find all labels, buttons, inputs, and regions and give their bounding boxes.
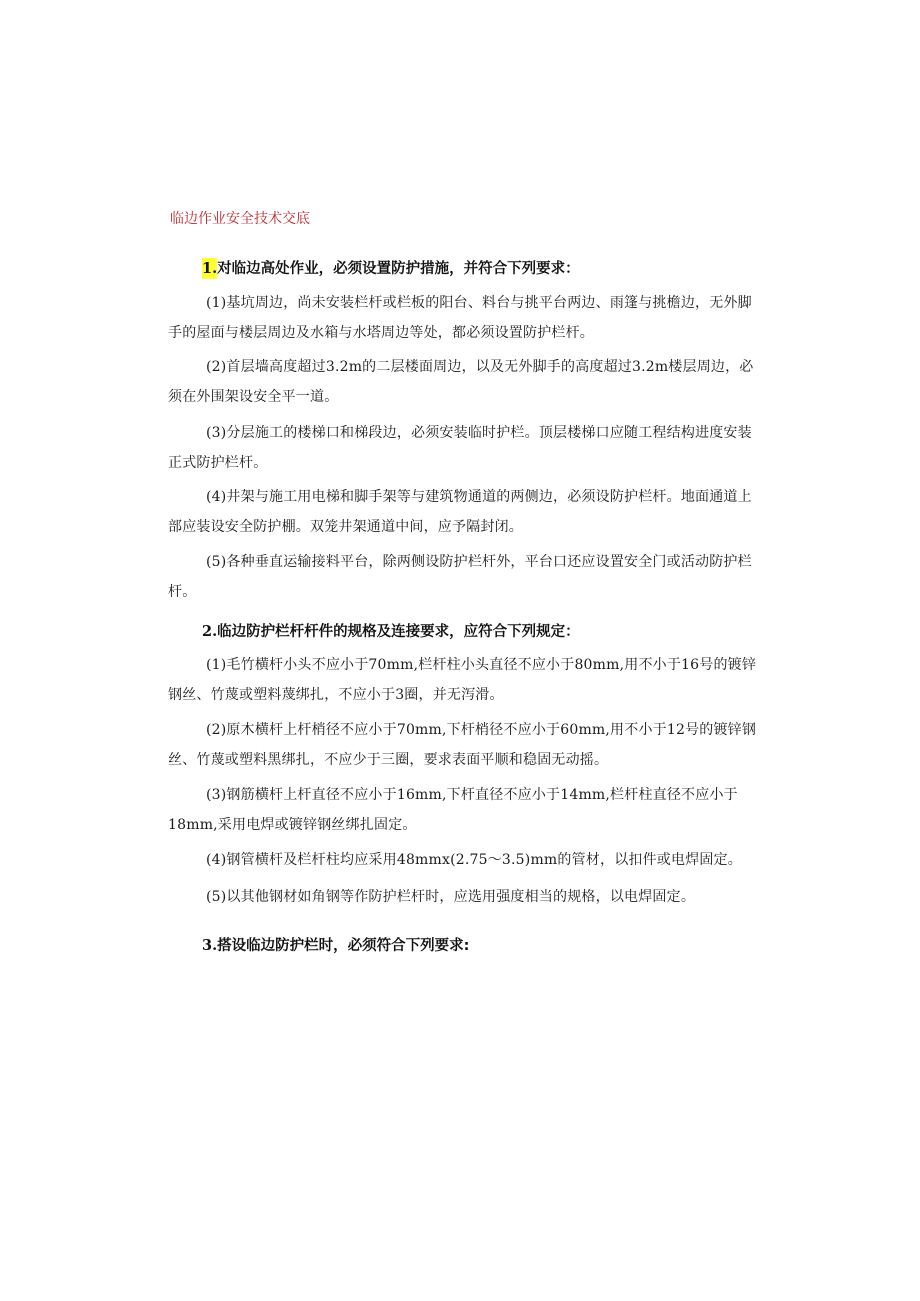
section-1-number: 1.: [202, 260, 218, 277]
document-title: 临边作业安全技术交底: [170, 211, 310, 227]
section-3-heading-text: 搭设临边防护栏时，必须符合下列要求:: [217, 938, 470, 954]
section-1-item-3: (3)分层施工的楼梯口和梯段边，必须安装临时护栏。顶层楼梯口应随工程结构进度安装正式防护栏杆。: [168, 425, 752, 471]
section-2-item-3: (3)钢筋横杆上杆直径不应小于16mm,下杆直径不应小于14mm,栏杆柱直径不应小于18mm,采用电焊或镀锌钢丝绑扎固定。: [168, 787, 738, 833]
section-1-item-4: (4)井架与施工用电梯和脚手架等与建筑物通道的两侧边，必须设防护栏杆。地面通道上部应装设安全防护棚。双笼井架通道中间，应予隔封闭。: [168, 489, 752, 535]
section-2-item-5: (5)以其他钢材如角钢等作防护栏杆时，应选用强度相当的规格，以电焊固定。: [206, 889, 696, 905]
section-2-item-2: (2)原木横杆上杆梢径不应小于70mm,下杆梢径不应小于60mm,用不小于12号的镀锌钢丝、竹蔑或塑料黑绑扎，不应少于三圈，要求表面平顺和稳固无动摇。: [168, 722, 757, 768]
section-1-item-1: (1)基坑周边，尚未安装栏杆或栏板的阳台、料台与挑平台两边、雨篷与挑檐边，无外脚手的屋面与楼层周边及水箱与水塔周边等处，都必须设置防护栏杆。: [168, 295, 752, 341]
section-2-item-1: (1)毛竹横杆小头不应小于70mm,栏杆柱小头直径不应小于80mm,用不小于16号的镀锌钢丝、竹蔑或塑料蔑绑扎，不应小于3圈，并无泻滑。: [168, 657, 757, 703]
section-3-number: 3.: [202, 937, 218, 954]
section-2-heading: [202, 620, 580, 641]
section-1-heading: [202, 257, 580, 278]
section-1-item-5: (5)各种垂直运输接料平台，除两侧设防护栏杆外，平台口还应设置安全门或活动防护栏杆。: [168, 554, 752, 600]
section-1-heading-text: 对临边高处作业，必须设置防护措施，并符合下列要求：: [217, 261, 580, 277]
section-2-number: 2.: [202, 623, 218, 640]
section-2-item-4: (4)钢管横杆及栏杆柱均应采用48mmx(2.75～3.5)mm的管材，以扣件或电焊固定。: [206, 852, 743, 868]
section-2-heading-text: 临边防护栏杆杆件的规格及连接要求，应符合下列规定：: [217, 624, 580, 640]
section-3-heading: [202, 934, 469, 955]
section-1-item-2: (2)首层墙高度超过3.2m的二层楼面周边，以及无外脚手的高度超过3.2m楼层周边，必须在外围架设安全平一道。: [168, 359, 754, 405]
